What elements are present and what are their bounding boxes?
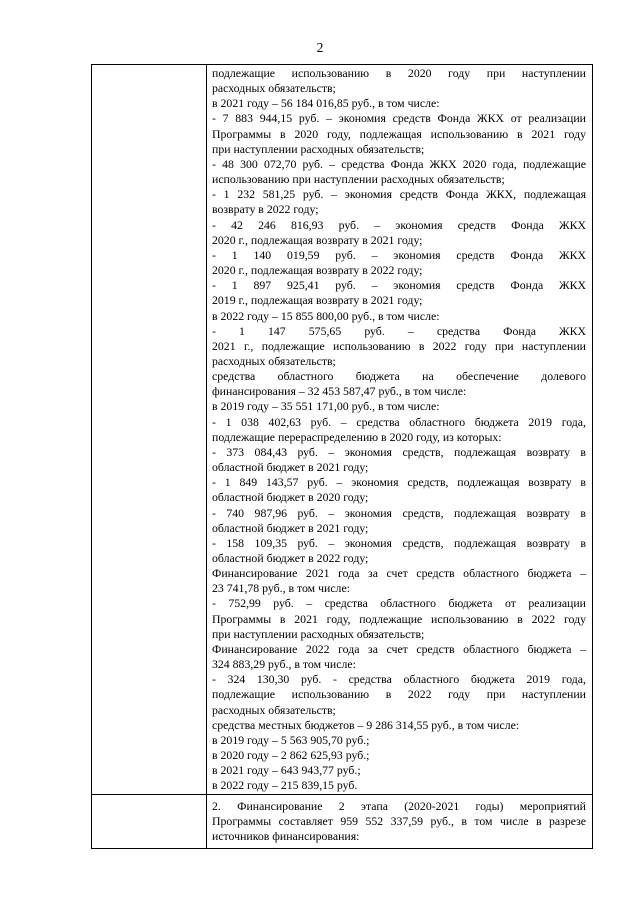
stage-two-text <box>207 795 592 844</box>
text-line: подлежащие перераспределению в 2020 году, из которых: <box>212 429 502 444</box>
text-line: 2. Финансирование 2 этапа (2020-2021 годы) мероприятий <box>212 798 586 813</box>
text-line: - 158 109,35 руб. – экономия средств, подлежащая возврату в <box>212 535 586 550</box>
text-line: расходных обязательств; <box>212 702 336 717</box>
text-line: при наступлении расходных обязательств; <box>212 141 425 156</box>
text-line: областной бюджет в 2021 году; <box>212 460 369 475</box>
text-line: в 2022 году – 215 839,15 руб. <box>212 778 358 793</box>
text-line: расходных обязательств; <box>212 353 336 368</box>
text-line: 324 883,29 руб., в том числе: <box>212 657 356 672</box>
table-cell-financing-details <box>207 65 593 795</box>
text-line: - 1 038 402,63 руб. – средства областного бюджета 2019 года, <box>212 414 586 429</box>
text-line: - 1 849 143,57 руб. – экономия средств, подлежащая возврату в <box>212 475 586 490</box>
text-line: средства местных бюджетов – 9 286 314,55 руб., в том числе: <box>212 717 520 732</box>
table-cell-label-empty <box>92 65 207 795</box>
text-line: - 324 130,30 руб. - средства областного бюджета 2019 года, <box>212 672 586 687</box>
text-line: 2020 г., подлежащая возврату в 2022 году; <box>212 263 423 278</box>
text-line: Программы составляет 959 552 337,59 руб., в том числе в разрезе <box>212 813 586 828</box>
financing-table <box>91 64 593 849</box>
table-cell-stage-two <box>207 794 593 848</box>
text-line: в 2021 году – 643 943,77 руб.; <box>212 763 361 778</box>
table-row <box>92 794 593 848</box>
text-line: средства областного бюджета на обеспечение долевого <box>212 369 586 384</box>
text-line: Финансирование 2021 года за счет средств областного бюджета – <box>212 566 586 581</box>
text-line: при наступлении расходных обязательств; <box>212 626 425 641</box>
text-line: подлежащие использованию в 2022 году при наступлении <box>212 687 586 702</box>
text-line: финансирования – 32 453 587,47 руб., в том числе: <box>212 384 467 399</box>
text-line: расходных обязательств; <box>212 81 336 96</box>
text-line: в 2019 году – 35 551 171,00 руб., в том числе: <box>212 399 440 414</box>
text-line: 23 741,78 руб., в том числе: <box>212 581 350 596</box>
text-line: в 2019 году – 5 563 905,70 руб.; <box>212 732 370 747</box>
table-cell-label-empty <box>92 794 207 848</box>
text-line: в 2022 году – 15 855 800,00 руб., в том числе: <box>212 308 440 323</box>
text-line: Финансирование 2022 года за счет средств областного бюджета – <box>212 641 586 656</box>
text-line: возврату в 2022 году; <box>212 202 319 217</box>
text-line: 2019 г., подлежащая возврату в 2021 году; <box>212 293 423 308</box>
text-line: - 1 140 019,59 руб. – экономия средств Фонда ЖКХ <box>212 247 586 262</box>
text-line: подлежащие использованию в 2020 году при наступлении <box>212 66 586 80</box>
text-line: в 2021 году – 56 184 016,85 руб., в том числе: <box>212 96 440 111</box>
financing-text <box>207 65 592 794</box>
text-line: областной бюджет в 2022 году; <box>212 551 369 565</box>
text-line: Программы в 2021 году, подлежащие использованию в 2022 году <box>212 611 586 626</box>
text-line: - 42 246 816,93 руб. – экономия средств Фонда ЖКХ <box>212 217 586 232</box>
text-line: областной бюджет в 2020 году; <box>212 490 369 505</box>
text-line: - 373 084,43 руб. – экономия средств, подлежащая возврату в <box>212 444 586 459</box>
text-line: - 752,99 руб. – средства областного бюджета от реализации <box>212 596 586 611</box>
text-line: - 740 987,96 руб. – экономия средств, подлежащая возврату в <box>212 505 586 520</box>
text-line: - 48 300 072,70 руб. – средства Фонда ЖКХ 2020 года, подлежащие <box>212 156 586 171</box>
text-line: использованию при наступлении расходных обязательств; <box>212 172 505 187</box>
text-line: - 1 232 581,25 руб. – экономия средств Фонда ЖКХ, подлежащая <box>212 187 586 202</box>
table-row <box>92 65 593 795</box>
page-number: 2 <box>316 40 324 55</box>
text-line: в 2020 году – 2 862 625,93 руб.; <box>212 748 370 763</box>
text-line: - 1 897 925,41 руб. – экономия средств Фонда ЖКХ <box>212 278 586 293</box>
text-line: областной бюджет в 2021 году; <box>212 520 369 535</box>
text-line: Программы в 2020 году, подлежащая использованию в 2021 году <box>212 126 586 141</box>
text-line: - 1 147 575,65 руб. – средства Фонда ЖКХ <box>212 323 586 338</box>
text-line: 2021 г., подлежащие использованию в 2022 году при наступлении <box>212 338 586 353</box>
text-line: источников финансирования: <box>212 828 360 843</box>
text-line: - 7 883 944,15 руб. – экономия средств Фонда ЖКХ от реализации <box>212 111 586 126</box>
text-line: 2020 г., подлежащая возврату в 2021 году; <box>212 232 423 247</box>
